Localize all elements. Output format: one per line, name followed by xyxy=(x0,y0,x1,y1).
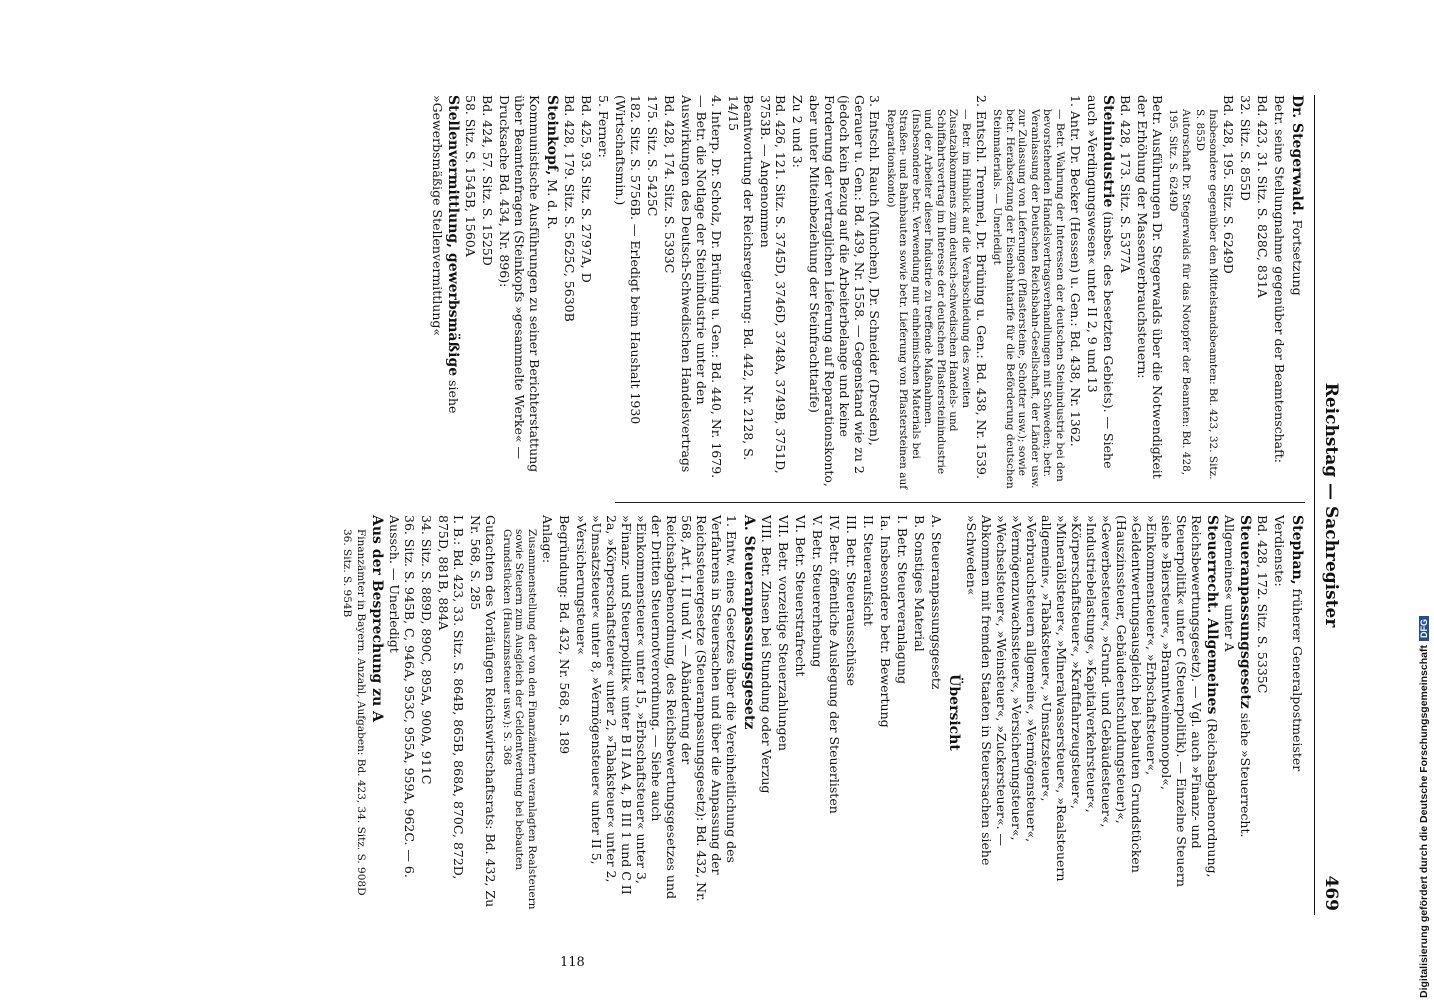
entry-text: (insbes. des besetzten Gebiets). — Siehe auch »Verdingungswesen« unter II 2, 9 und 13 xyxy=(1085,95,1116,469)
entry-text: V. Betr. Steuererhebung xyxy=(810,515,825,668)
entry-text: I. B.: Bd. 423, 33. Sitz. S. 864B, 865B, 868A, 870C, 872D, 875D, 881B, 884A xyxy=(436,515,467,880)
entry-keyword: Stephan, xyxy=(1289,515,1305,585)
entry-text: siehe »Steuerrecht. Allgemeines« unter A xyxy=(1222,515,1253,838)
index-entry xyxy=(1085,95,1116,490)
entry-text: M. d. R. xyxy=(545,179,561,230)
index-entry xyxy=(895,515,910,910)
entry-text: B. Sonstiges Material xyxy=(912,515,927,652)
index-entry xyxy=(580,95,595,490)
index-entry xyxy=(1222,515,1253,910)
index-entry xyxy=(355,515,368,910)
index-entry xyxy=(991,95,1066,490)
left-column xyxy=(429,95,1306,490)
entry-text: Bd. 428, 174. Sitz. S. 5393C xyxy=(662,95,678,274)
index-entry xyxy=(1167,95,1192,490)
entry-text: Beantwortung der Reichsregierung: Bd. 442, Nr. 2128, S. 14/15 xyxy=(726,95,757,461)
index-entry xyxy=(964,515,1220,910)
index-entry xyxy=(912,515,927,910)
rotated-page xyxy=(105,95,1345,915)
entry-text: I. Betr. Steuerveranlagung xyxy=(895,515,910,684)
index-entry xyxy=(481,95,496,490)
entry-text: Anlage: xyxy=(540,515,555,564)
page-number: 469 xyxy=(1321,875,1341,911)
entry-text: 58. Sitz. S. 1545B, 1560A xyxy=(463,95,479,257)
side-note-text: Digitalisierung gefördert durch die Deutsche Forschungsgemeinschaft xyxy=(1418,645,1430,998)
index-entry xyxy=(557,515,572,910)
index-entry xyxy=(727,95,757,490)
entry-text: Bd. 425, 93. Sitz. S. 2797A, D xyxy=(579,95,595,283)
entry-text: Bd. 428, 173. Sitz. S. 5377A xyxy=(1118,95,1133,273)
index-entry xyxy=(929,515,944,910)
entry-text: früherer Generalpostmeister xyxy=(1290,588,1305,772)
index-entry xyxy=(464,95,479,490)
entry-text: Bd. 428, 179. Sitz. S. 5625C, 5630B xyxy=(562,95,578,322)
entry-keyword: Steinindustrie xyxy=(1100,95,1116,208)
section-heading: Übersicht xyxy=(946,674,962,751)
index-entry xyxy=(946,515,962,910)
entry-text: 175. Sitz. S. 5425C xyxy=(645,95,661,217)
index-entry xyxy=(563,95,578,490)
entry-text: Bd. 426, 121. Sitz. S. 3745D, 3746D, 3748A, 3749B, 3751D, 3753B. — Angenommen xyxy=(758,95,789,474)
index-entry xyxy=(974,95,989,490)
index-entry xyxy=(1135,95,1165,490)
entry-text: IV. Betr. öffentliche Auslegung der Steuerlisten xyxy=(827,515,842,814)
entry-note: Finanzämter in Bayern. Anzahl, Aufgaben: Bd. 423, 34. Sitz. S. 908D xyxy=(355,529,368,896)
index-entry xyxy=(437,515,467,910)
index-entry xyxy=(1238,95,1253,490)
entry-keyword: A. Steueranpassungsgesetz xyxy=(741,515,757,730)
index-entry xyxy=(646,95,661,490)
index-entry xyxy=(370,515,386,910)
entry-text: 4. Interp. Dr. Scholz, Dr. Brüning u. Gen.: Bd. 440, Nr. 1679. — Betr. die Notlage der Steinindustrie unter den Auswirkungen des Deutsch-Schwedischen Handelsvertrags xyxy=(679,95,725,479)
index-entry xyxy=(597,95,612,490)
index-entry xyxy=(614,95,644,490)
entry-note: — Betr. im Hinblick auf die Verabschiedung des zweiten Zusatzabkommens zum deutsch-schwedischen Handels- und Schiffahrtsvertrag im Interesse der deutschen Pflastersteinindustrie und der Arbeiter dieser Industrie zu treffende Maßnahmen. (Insbesondere betr. Verwendung nur einheimischen Materials bei Straßen- und Bahnbauten sowie betr. Lieferung von Pflastersteinen auf Reparationskonto) xyxy=(885,109,972,490)
entry-note: — Betr. Wahrung der Interessen der deutschen Steinindustrie bei den bevorstehenden Handelsvertragsverhandlungen mit Schweden; betr. Veranlassung der Deutschen Reichsbahn-Gesellschaft, der Länder usw. zur Zulassung von Lieferungen (Pflastersteine, Schotter usw.); sowie betr. Herabsetzung der Eisenbahntarife für die Beförderung deutschen Steinmaterials. — Unerledigt xyxy=(991,109,1066,489)
entry-keyword: Steuerrecht. Allgemeines xyxy=(1204,515,1220,715)
entry-text: Bd. 428, 172. Sitz. S. 5335C xyxy=(1255,515,1270,694)
entry-text: 1. Entw. eines Gesetzes über die Vereinheitlichung des Verfahrens in Steuersachen und über die Anpassung der Reichssteuergesetze (Steueranpassungsgesetz): Bd. 432, Nr. 568, Art. I, II und V. — Abänderung der Reichsabgabenordnung, des Reichsbewertungsgesetzes und der Dritten Steuernotverordnung. — Siehe auch »Einkommensteuer« unter 15, »Erbschaftsteuer« unter 3, »Finanz- und Steuerpolitik« unter B II AA 4, B III 1 und C II 2a, »Körperschaftsteuer« unter 2, »Tabaksteuer« unter 2, »Umsatzsteuer« unter 8, »Vermögensteuer« unter II 5, »Versicherungsteuer« xyxy=(574,515,739,902)
header-title: Reichstag — Sachregister xyxy=(1321,382,1341,628)
entry-note: Autorschaft Dr. Stegerwalds für das Notopfer der Beamten: Bd. 428, 195. Sitz. S. 6249D xyxy=(1167,109,1192,476)
entry-keyword: Steueranpassungsgesetz xyxy=(1237,515,1253,709)
entry-text: Betr. seine Stellungnahme gegenüber der Beamtenschaft: xyxy=(1272,95,1287,463)
index-entry xyxy=(1255,95,1270,490)
index-entry xyxy=(1118,95,1133,490)
index-entry xyxy=(501,515,539,910)
index-entry xyxy=(1272,95,1287,490)
entry-text: Bd. 428, 195. Sitz. S. 6249D xyxy=(1221,95,1236,274)
entry-text: VIII. Betr. Zinsen bei Stundung oder Verzug xyxy=(759,515,774,794)
index-entry xyxy=(1068,95,1083,490)
index-entry xyxy=(759,95,789,490)
column-divider xyxy=(615,502,1305,503)
entry-text: 1. Antr. Dr. Becker (Hessen) u. Gen.: Bd. 438, Nr. 1362. xyxy=(1068,95,1083,447)
index-entry xyxy=(1289,95,1305,490)
index-entry xyxy=(469,515,499,910)
entry-text: 36. Sitz. S. 945B, C, 946A, 953C, 955A, 959A, 962C. — 6. Aussch. — Unerledigt xyxy=(387,515,418,878)
page-header xyxy=(1314,95,1345,915)
entry-text: (Reichsabgabenordnung, Reichsbewertungsgesetz). — Vgl. auch »Finanz- und Steuerpolitik« unter C (Steuerpolitik). — Einzelne Steuern siehe »Biersteuer«, »Branntweinmonopol«, »Einkommensteuer«, »Erbschaftsteuer«, »Geldentwertungsausgleich bei bebauten Grundstücken (Hauszinssteuer, Gebäudeentschuldungsteuer)«, »Gewerbesteuer«, »Grund- und Gebäudesteuer«, »Industriebelastung«, »Kapitalverkehrsteuer«, »Körperschaftsteuer«, »Kraftfahrzeugsteuer«, »Mineralölsteuer«, »Mineralwassersteuer«, »Realsteuern allgemein«, »Tabaksteuer«, »Umsatzsteuer«, »Verbrauchsteuern allgemein«, »Vermögensteuer«, »Vermögenzuwachssteuer«, »Versicherungsteuer«, »Wechselsteuer«, »Weinsteuer«, »Zuckersteuer«. — Abkommen mit fremden Staaten in Steuersachen siehe »Schweden« xyxy=(964,515,1220,887)
entry-note: Insbesondere gegenüber den Mittelstandsbeamten: Bd. 423, 32. Sitz. S. 855D xyxy=(1194,109,1219,480)
index-entry xyxy=(810,515,825,910)
entry-text: 32. Sitz. S. 855D xyxy=(1238,95,1253,201)
index-entry xyxy=(1272,515,1287,910)
index-entry xyxy=(574,515,739,910)
index-entry xyxy=(388,515,418,910)
index-entry xyxy=(663,95,678,490)
entry-text: 182. Sitz. S. 5756B. — Erledigt beim Haushalt 1930 (Wirtschaftsmin.) xyxy=(613,95,644,425)
right-column xyxy=(339,515,1306,910)
entry-text: VII. Betr. vorzeitige Steuerzahlungen xyxy=(776,515,791,751)
entry-text: 3. Entschl. Rauch (München), Dr. Schneider (Dresden), Gerauer u. Gen.: Bd. 439, Nr. 1558. — Gegenstand wie zu 2 (jedoch kein Bezug auf die Arbeiterbelange und keine Forderung der vertraglichen Lieferung auf Reparationskonto, aber unter Miteinbeziehung der Steinfrachttarife) xyxy=(807,95,883,487)
entry-text: Betr. Ausführungen Dr. Stegerwalds über die Notwendigkeit der Erhöhung der Massenverbrauchsteuern: xyxy=(1135,95,1165,479)
index-entry xyxy=(791,95,806,490)
footer-number: 118 xyxy=(560,955,585,970)
entry-note: 36. Sitz. S. 954B xyxy=(341,529,353,618)
entry-note: Zusammenstellung der von den Finanzämtern veranlagten Realsteuern sowie Steuern zum Ausgleich der Geldentwertung bei bebauten Grundstücken (Hauszinssteuer usw.): S. 368 xyxy=(501,529,538,910)
entry-text: Verdienste: xyxy=(1272,515,1287,587)
index-entry xyxy=(844,515,859,910)
entry-text: Zu 2 und 3: xyxy=(790,95,806,168)
index-entry xyxy=(1194,95,1219,490)
index-entry xyxy=(861,515,876,910)
index-entry xyxy=(680,95,725,490)
entry-keyword: Stellenvermittlung, gewerbsmäßige xyxy=(445,95,462,377)
entry-keyword: Steinkopf, xyxy=(544,95,561,176)
index-entry xyxy=(545,95,561,490)
entry-text: Ia. Insbesondere betr. Bewertung xyxy=(878,515,893,728)
index-entry xyxy=(1289,515,1305,910)
index-entry xyxy=(776,515,791,910)
index-entry xyxy=(540,515,555,910)
entry-text: Begründung: Bd. 432, Nr. 568, S. 189 xyxy=(557,515,572,755)
index-entry xyxy=(793,515,808,910)
index-entry xyxy=(741,515,757,910)
entry-text: VI. Betr. Steuerstrafrecht xyxy=(793,515,808,677)
entry-text: Kommunistische Ausführungen zu seiner Berichterstattung über Beamtenfragen (Steinkopfs »gesammelte Werke« — Drucksache Bd. 434, Nr. 896): xyxy=(497,95,543,473)
entry-text: Bd. 424, 57. Sitz. S. 1525D xyxy=(480,95,496,266)
side-note xyxy=(1418,8,1434,998)
index-entry xyxy=(341,515,354,910)
entry-text: 34. Sitz. S. 889D, 890C, 895A, 900A, 911C xyxy=(419,515,435,785)
entry-keyword: Aus der Besprechung zu A xyxy=(369,515,386,723)
index-entry xyxy=(885,95,973,490)
entry-text: Gutachten des Vorläufigen Reichswirtschaftsrats: Bd. 432, Zu Nr. 568, S. 285 xyxy=(468,515,499,908)
entry-text: Bd. 423, 31. Sitz. S. 828C, 831A xyxy=(1255,95,1270,298)
entry-keyword: Dr. Stegerwald. xyxy=(1289,95,1305,216)
entry-text: III. Betr. Steuerausschüsse xyxy=(844,515,859,686)
dfg-logo: DFG xyxy=(1419,616,1429,641)
index-entry xyxy=(1221,95,1236,490)
entry-text: 2. Entschl. Tremmel, Dr. Brüning u. Gen.: Bd. 438, Nr. 1539. xyxy=(974,95,989,479)
index-entry xyxy=(498,95,543,490)
index-entry xyxy=(431,95,462,490)
index-entry xyxy=(878,515,893,910)
entry-text: siehe »Gewerbsmäßige Stellenvermittlung« xyxy=(430,95,462,414)
index-entry xyxy=(1255,515,1270,910)
index-entry xyxy=(808,95,883,490)
entry-text: II. Steueraufsicht xyxy=(861,515,876,626)
entry-text: 5. Ferner: xyxy=(596,95,612,158)
index-entry xyxy=(759,515,774,910)
index-entry xyxy=(827,515,842,910)
index-entry xyxy=(420,515,435,910)
entry-text: A. Steueranpassungsgesetz xyxy=(929,515,944,690)
side-strip xyxy=(1418,8,1434,998)
entry-text: Fortsetzung xyxy=(1290,219,1305,296)
